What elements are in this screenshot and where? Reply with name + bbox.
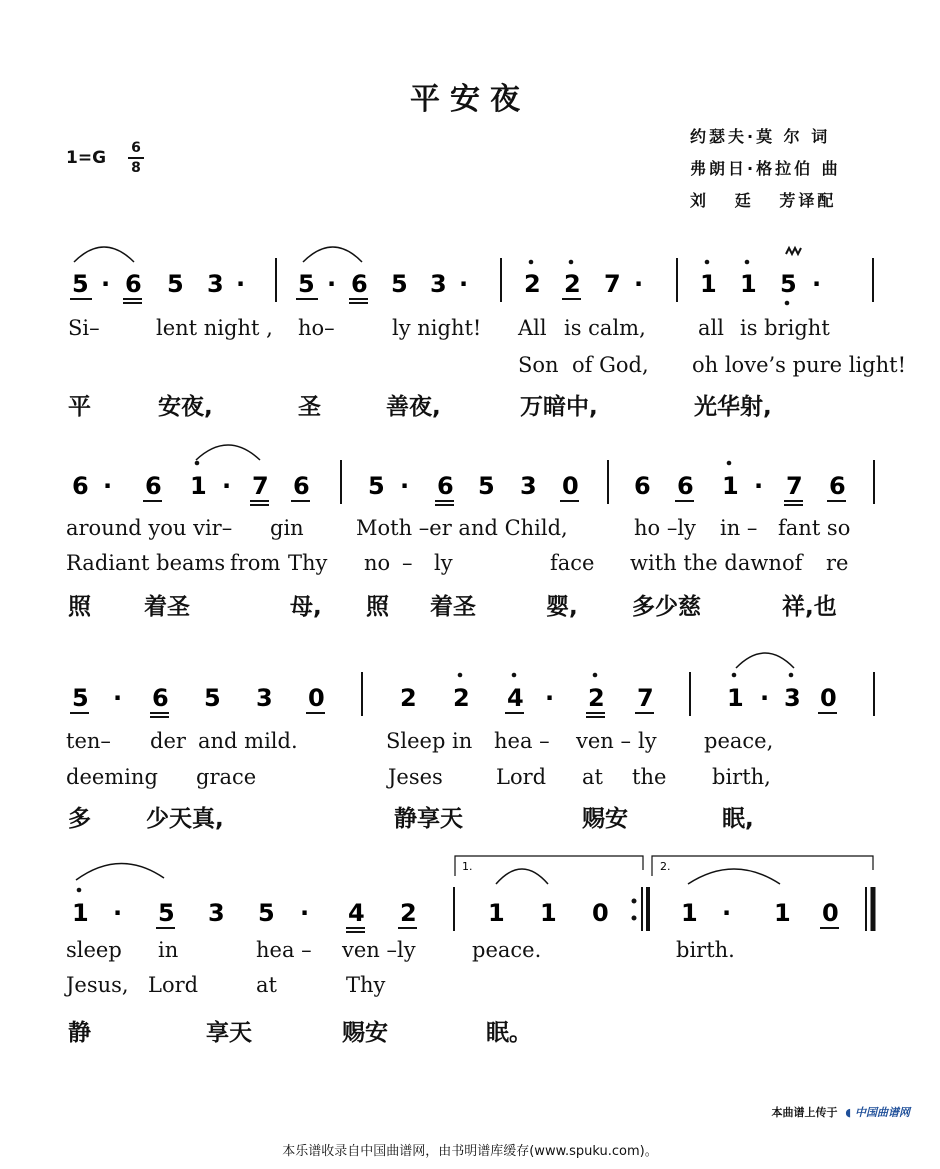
- lyric-en-verse2: re: [826, 551, 849, 575]
- source-note: 本乐谱收录自中国曲谱网，由书明谱库缓存(www.spuku.com)。: [282, 1144, 658, 1159]
- lyric-en: der: [150, 729, 186, 753]
- note: 5: [780, 270, 797, 298]
- time-denominator: 8: [131, 160, 141, 176]
- note: 3: [520, 472, 537, 500]
- note: 7: [252, 472, 269, 500]
- lyric-en-verse2: at: [582, 765, 603, 789]
- lyric-zh: 眠。: [486, 1020, 532, 1046]
- lyric-en-verse2: no: [364, 551, 391, 575]
- note: 5: [204, 684, 221, 712]
- first-ending-label: 1.: [462, 860, 473, 873]
- lyric-zh: 光华射,: [694, 394, 772, 420]
- note: 1: [774, 899, 791, 927]
- note: 1: [727, 684, 744, 712]
- dot-extension: ·: [222, 472, 232, 500]
- note: 6: [293, 472, 310, 500]
- note: 3: [430, 270, 447, 298]
- note: 6: [152, 684, 169, 712]
- lyric-en: lent night ,: [156, 316, 273, 340]
- note: 2: [400, 684, 417, 712]
- system-1: [70, 247, 873, 305]
- lyric-en-verse2: deeming: [66, 765, 158, 789]
- note: 5: [158, 899, 175, 927]
- translator-credit: 刘 廷 芳译配: [690, 191, 837, 210]
- note: 6: [829, 472, 846, 500]
- note: 1: [540, 899, 557, 927]
- note: 5: [72, 684, 89, 712]
- lyric-zh: 平: [68, 394, 91, 420]
- lyric-zh: 着圣: [430, 594, 476, 620]
- lyric-zh: 照: [366, 594, 389, 620]
- note: 1: [700, 270, 717, 298]
- lyric-en: ten–: [66, 729, 111, 753]
- lyric-en-verse2: of: [782, 551, 803, 575]
- dot-extension: ·: [101, 270, 111, 298]
- lyric-en: All: [518, 316, 547, 340]
- note: 1: [681, 899, 698, 927]
- dot-extension: ·: [722, 899, 732, 927]
- note: 3: [207, 270, 224, 298]
- note: 1: [740, 270, 757, 298]
- lyric-en-verse2: oh love’s pure light!: [692, 353, 907, 377]
- note: 6: [125, 270, 142, 298]
- lyric-zh: 静: [68, 1020, 91, 1046]
- lyric-en: in: [158, 938, 179, 962]
- lyric-en-verse2: Radiant beams: [66, 551, 226, 575]
- lyric-zh: 善夜,: [386, 394, 441, 420]
- dot-extension: ·: [236, 270, 246, 298]
- second-ending-label: 2.: [660, 860, 671, 873]
- lyric-zh: 祥,也: [782, 594, 837, 620]
- lyric-en-verse2: face: [550, 551, 595, 575]
- lyric-en: peace,: [704, 729, 774, 753]
- note: 6: [145, 472, 162, 500]
- logo-icon: ◖: [845, 1106, 852, 1119]
- note: 7: [604, 270, 621, 298]
- dot-extension: ·: [300, 899, 310, 927]
- note: 5: [72, 270, 89, 298]
- time-numerator: 6: [131, 140, 141, 156]
- dot-extension: ·: [812, 270, 822, 298]
- note: 2: [453, 684, 470, 712]
- lyric-en: is bright: [740, 316, 830, 340]
- lyric-en-verse2: Thy: [346, 973, 386, 997]
- note: 5: [478, 472, 495, 500]
- lyric-en: ven –ly: [342, 938, 416, 962]
- lyric-en: hea –: [494, 729, 550, 753]
- lyric-en: Moth –er and Child,: [356, 516, 568, 540]
- lyric-en: around you vir–: [66, 516, 233, 540]
- lyric-en: ho –ly: [634, 516, 696, 540]
- note: 5: [298, 270, 315, 298]
- lyric-en: in: [452, 729, 473, 753]
- lyric-en: gin: [270, 516, 304, 540]
- note: 1: [722, 472, 739, 500]
- note: 3: [784, 684, 801, 712]
- rest: 0: [820, 684, 837, 712]
- note: 5: [368, 472, 385, 500]
- lyric-en: in –: [720, 516, 758, 540]
- lyric-en: all: [698, 316, 724, 340]
- dot-extension: ·: [760, 684, 770, 712]
- note: 3: [256, 684, 273, 712]
- key-signature: 1=G: [66, 148, 107, 168]
- note: 3: [208, 899, 225, 927]
- lyric-en-verse2: Thy: [288, 551, 328, 575]
- lyric-zh: 赐安: [582, 806, 628, 832]
- lyric-en-verse2: the: [632, 765, 667, 789]
- lyric-en-verse2: Lord: [148, 973, 199, 997]
- lyric-en-verse2: at: [256, 973, 277, 997]
- lyric-en: peace.: [472, 938, 542, 962]
- lyricist-credit: 约瑟夫·莫 尔 词: [690, 127, 831, 146]
- lyric-zh: 赐安: [342, 1020, 388, 1046]
- lyric-zh: 圣: [298, 394, 321, 420]
- rest: 0: [562, 472, 579, 500]
- lyric-zh: 照: [68, 594, 91, 620]
- lyric-en: birth.: [676, 938, 735, 962]
- note: 2: [564, 270, 581, 298]
- note: 1: [190, 472, 207, 500]
- lyric-zh: 静享天: [394, 806, 463, 832]
- lyric-en-verse2: Son: [518, 353, 559, 377]
- lyric-zh: 万暗中,: [520, 394, 598, 420]
- note: 6: [72, 472, 89, 500]
- note: 4: [348, 899, 365, 927]
- lyric-zh: 婴,: [546, 594, 578, 620]
- note: 6: [677, 472, 694, 500]
- dot-extension: ·: [545, 684, 555, 712]
- lyric-en: and mild.: [198, 729, 298, 753]
- lyric-zh: 多少慈: [632, 594, 701, 620]
- note: 5: [391, 270, 408, 298]
- note: 7: [637, 684, 654, 712]
- note: 2: [400, 899, 417, 927]
- lyric-en: hea –: [256, 938, 312, 962]
- upload-label: 本曲谱上传于: [771, 1106, 838, 1119]
- dot-extension: ·: [634, 270, 644, 298]
- dot-extension: ·: [327, 270, 337, 298]
- lyric-en: ly: [638, 729, 657, 753]
- note: 1: [488, 899, 505, 927]
- brand-name[interactable]: 中国曲谱网: [855, 1106, 910, 1119]
- lyric-zh: 安夜,: [158, 394, 213, 420]
- note: 4: [507, 684, 524, 712]
- lyric-en: sleep: [66, 938, 122, 962]
- note: 1: [72, 899, 89, 927]
- lyric-en-verse2: with the dawn: [630, 551, 782, 575]
- note: 5: [258, 899, 275, 927]
- rest: 0: [592, 899, 609, 927]
- lyric-zh: 多: [68, 806, 91, 832]
- rest: 0: [308, 684, 325, 712]
- dot-extension: ·: [113, 899, 123, 927]
- song-title: 平安夜: [410, 82, 530, 117]
- dot-extension: ·: [113, 684, 123, 712]
- note: 2: [588, 684, 605, 712]
- system-3: [70, 653, 874, 717]
- lyric-zh: 享天: [206, 1020, 252, 1046]
- system-2: [72, 445, 874, 505]
- lyric-en-verse2: –: [402, 551, 413, 575]
- system-4: [72, 856, 873, 932]
- rest: 0: [822, 899, 839, 927]
- upload-credit: [772, 1104, 910, 1120]
- lyric-zh: 少天真,: [146, 806, 224, 832]
- composer-credit: 弗朗日·格拉伯 曲: [690, 159, 841, 178]
- note: 7: [786, 472, 803, 500]
- note: 2: [524, 270, 541, 298]
- note: 6: [351, 270, 368, 298]
- lyric-en: Si–: [68, 316, 100, 340]
- lyric-en: Sleep: [386, 729, 446, 753]
- lyric-en-verse2: ly: [434, 551, 453, 575]
- lyric-en: ven –: [576, 729, 631, 753]
- note: 5: [167, 270, 184, 298]
- note: 6: [437, 472, 454, 500]
- lyric-en-verse2: birth,: [712, 765, 771, 789]
- lyric-en-verse2: Jesus,: [66, 973, 129, 997]
- lyric-en-verse2: from: [230, 551, 281, 575]
- note: 6: [634, 472, 651, 500]
- lyric-en-verse2: Lord: [496, 765, 547, 789]
- lyric-en: is calm,: [564, 316, 646, 340]
- dot-extension: ·: [754, 472, 764, 500]
- dot-extension: ·: [459, 270, 469, 298]
- lyric-en-verse2: of God,: [572, 353, 649, 377]
- lyric-zh: 眠,: [722, 806, 754, 832]
- lyric-en-verse2: Jeses: [388, 765, 443, 789]
- lyric-zh: 着圣: [144, 594, 190, 620]
- lyric-en: ho–: [298, 316, 335, 340]
- lyric-en: fant so: [778, 516, 851, 540]
- dot-extension: ·: [103, 472, 113, 500]
- lyric-en: ly night!: [392, 316, 482, 340]
- lyric-en-verse2: grace: [196, 765, 257, 789]
- dot-extension: ·: [400, 472, 410, 500]
- lyric-zh: 母,: [290, 594, 322, 620]
